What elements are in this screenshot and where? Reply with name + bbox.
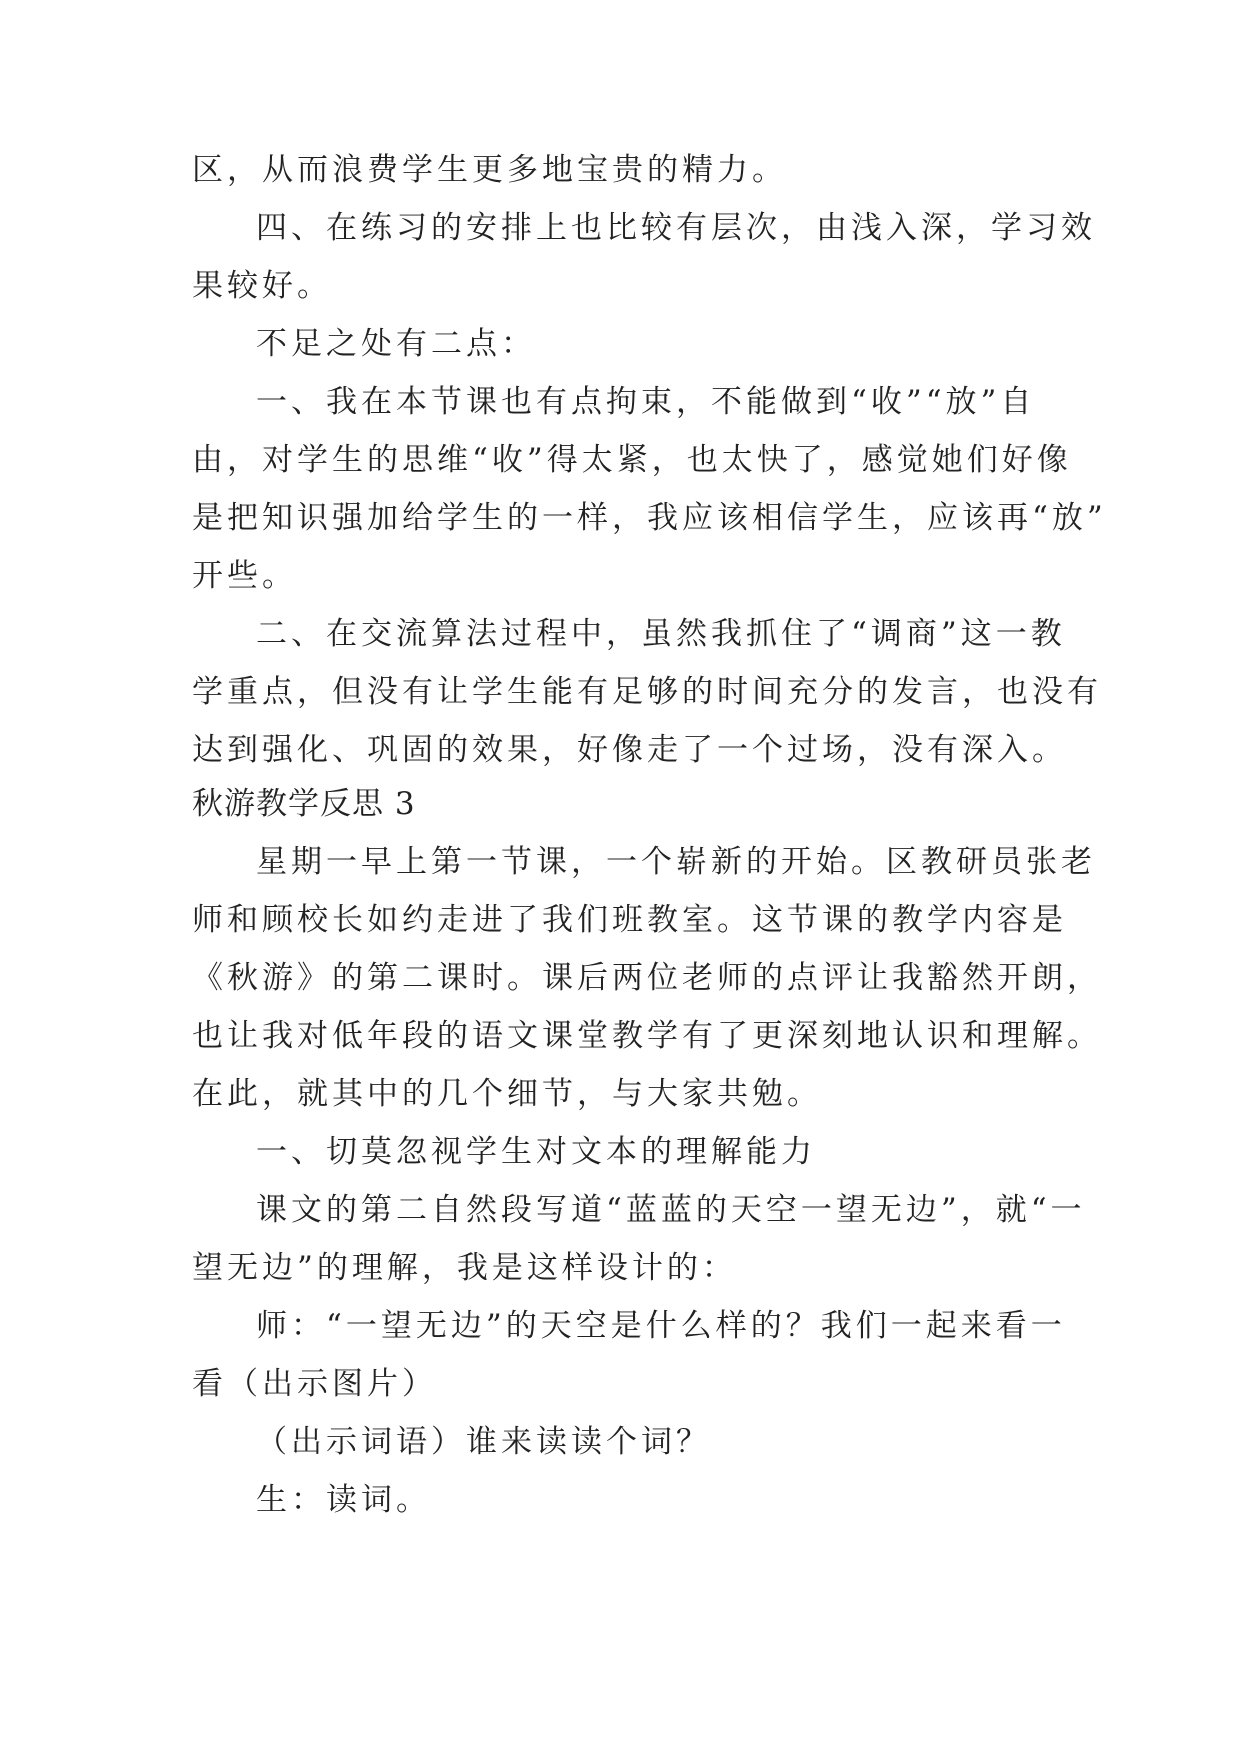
text-line: 由，对学生的思维“收”得太紧，也太快了，感觉她们好像: [192, 442, 1072, 478]
text-line: 一、切莫忽视学生对文本的理解能力: [256, 1134, 816, 1170]
text-line: 二、在交流算法过程中，虽然我抓住了“调商”这一教: [256, 616, 1066, 652]
text-line: 一、我在本节课也有点拘束，不能做到“收”“放”自: [256, 384, 1036, 420]
text-line: 开些。: [192, 558, 297, 594]
text-line: 不足之处有二点：: [256, 326, 536, 362]
text-line: 达到强化、巩固的效果，好像走了一个过场，没有深入。: [192, 732, 1067, 768]
text-line: 学重点，但没有让学生能有足够的时间充分的发言，也没有: [192, 674, 1102, 710]
text-line: 星期一早上第一节课，一个崭新的开始。区教研员张老: [256, 844, 1096, 880]
text-line: 在此，就其中的几个细节，与大家共勉。: [192, 1076, 822, 1112]
section-heading: 秋游教学反思 3: [192, 786, 416, 822]
text-line: 望无边”的理解，我是这样设计的：: [192, 1250, 737, 1286]
text-line: 课文的第二自然段写道“蓝蓝的天空一望无边”，就“一: [256, 1192, 1086, 1228]
text-line: 也让我对低年段的语文课堂教学有了更深刻地认识和理解。: [192, 1018, 1102, 1054]
text-line: 师：“一望无边”的天空是什么样的？我们一起来看一: [256, 1308, 1066, 1344]
text-line: 师和顾校长如约走进了我们班教室。这节课的教学内容是: [192, 902, 1067, 938]
text-line: 四、在练习的安排上也比较有层次，由浅入深，学习效: [256, 210, 1096, 246]
text-line: 是把知识强加给学生的一样，我应该相信学生，应该再“放”: [192, 500, 1107, 536]
text-line: 区，从而浪费学生更多地宝贵的精力。: [192, 152, 787, 188]
text-line: 果较好。: [192, 268, 332, 304]
text-line: 生：读词。: [256, 1482, 431, 1518]
text-line: （出示词语）谁来读读个词？: [256, 1424, 711, 1460]
text-line: 看（出示图片）: [192, 1366, 437, 1402]
text-line: 《秋游》的第二课时。课后两位老师的点评让我豁然开朗，: [192, 960, 1102, 996]
